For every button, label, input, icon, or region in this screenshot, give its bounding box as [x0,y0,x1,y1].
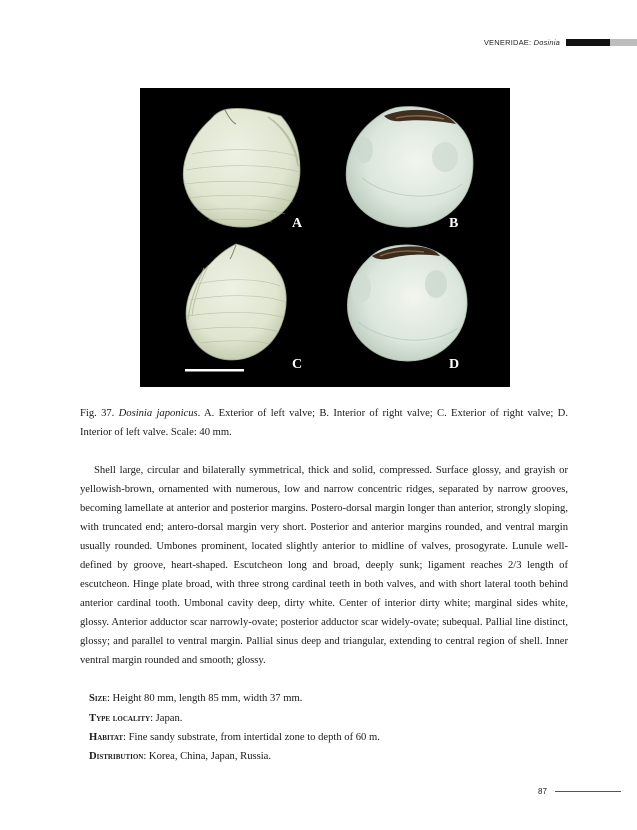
field-type-locality-key: Type locality [89,713,151,724]
field-size [89,691,302,706]
running-head-label [484,38,560,47]
figure-caption-text: . A. Exterior of left valve; B. Interior of right valve; C. Exterior of right valve; D. Interior of left valve. Scale: 40 mm. [80,408,568,438]
panel-label-b: B [449,216,459,231]
page-number: 87 [538,787,547,796]
field-type-locality-value: : Japan. [150,713,183,724]
field-distribution-key: Distribution [89,751,144,762]
valve-d-interior [347,245,467,361]
valve-c-exterior [186,244,286,360]
species-description: Shell large, circular and bilaterally symmetrical, thick and solid, compressed. Surface glossy, and grayish or yellowish-brown, ornamented with numerous, low and narrow concentric ridges, separated by narrow grooves, becoming lamellate at anterior and posterior margins. Postero-dorsal margin longer than anterior, strongly sloping, with truncated end; antero-dorsal margin very short. Posterior and anterior margins rounded, and ventral margin usually rounded. Umbones prominent, located slightly anterior to midline of valves, prosogyrate. Lunule well-defined by groove, heart-shaped. Escutcheon long and broad, deeply sunk; ligament reaches 2/3 length of escutcheon. Hinge plate broad, with three strong cardinal teeth in both valves, and with short lateral tooth behind anterior cardinal tooth. Umbonal cavity deep, dirty white. Center of interior dirty white; marginal sides white, glossy. Anterior adductor scar narrowly-ovate; posterior adductor scar widely-ovate; subequal. Pallial line distinct, glossy; and parallel to ventral margin. Pallial sinus deep and triangular, extending to central region of shell. Inner ventral margin rounded and smooth; glossy. [80,465,568,666]
field-habitat [89,730,380,745]
page-footer [538,787,621,796]
panel-label-d: D [449,357,460,372]
figure-number: Fig. 37. [80,408,119,419]
running-head-tab [610,39,637,46]
panel-label-c: C [292,357,303,372]
field-type-locality [89,711,182,726]
figure-caption [80,404,568,442]
running-head-genus: Dosinia [533,37,560,47]
field-size-key: Size [89,693,107,704]
valve-b-interior [346,107,473,227]
field-distribution-value: : Korea, China, Japan, Russia. [143,751,272,762]
running-head-family: VENERIDAE: [483,37,534,47]
running-head-bar [566,39,610,46]
field-habitat-value: : Fine sandy substrate, from intertidal zone to depth of 60 m. [123,732,380,743]
running-head [484,36,637,48]
field-habitat-key: Habitat [89,732,124,743]
panel-label-a: A [292,216,303,231]
footer-rule [555,791,621,792]
valve-a-exterior [183,108,300,227]
field-size-value: : Height 80 mm, length 85 mm, width 37 mm. [106,693,303,704]
scale-bar [185,369,244,372]
species-name: Dosinia japonicus [118,408,198,419]
field-distribution [89,749,271,764]
specimen-plate [140,88,510,387]
